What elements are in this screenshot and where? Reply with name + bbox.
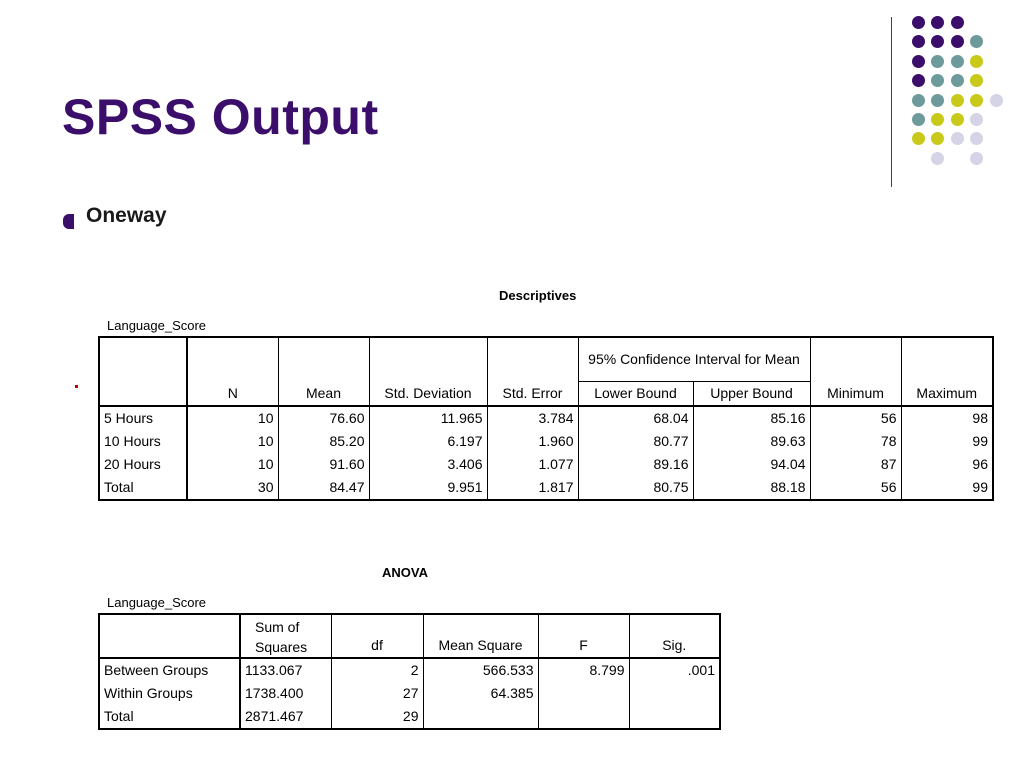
cell: 94.04: [693, 453, 810, 476]
col-header: Minimum: [810, 337, 901, 406]
bullet-icon: [63, 214, 74, 229]
cell: 10: [187, 430, 278, 453]
cell: 89.63: [693, 430, 810, 453]
cell: [423, 705, 538, 729]
descriptives-table: [98, 336, 994, 501]
decorative-dot: [951, 94, 964, 107]
table-row: [99, 476, 993, 500]
table-row: [99, 453, 993, 476]
table-row: [99, 658, 720, 682]
decorative-dot: [951, 55, 964, 68]
cell: 91.60: [278, 453, 369, 476]
decorative-dot: [931, 35, 944, 48]
cell: 9.951: [369, 476, 487, 500]
col-header: Std. Error: [487, 337, 578, 406]
cell: 88.18: [693, 476, 810, 500]
col-header: F: [538, 614, 629, 658]
col-header: Sum of Squares: [240, 614, 331, 658]
cell: 29: [331, 705, 423, 729]
decorative-dot: [912, 16, 925, 29]
decorative-dot: [931, 55, 944, 68]
col-header: N: [187, 337, 278, 406]
decorative-dot: [912, 35, 925, 48]
cell: [629, 682, 720, 705]
row-label: 20 Hours: [99, 453, 187, 476]
decorative-dot: [931, 16, 944, 29]
cell: 96: [972, 455, 988, 472]
cell: 80.77: [578, 430, 693, 453]
descriptives-title: Descriptives: [499, 288, 577, 303]
slide-title: SPSS Output: [62, 89, 379, 145]
col-header: Lower Bound: [578, 381, 693, 406]
anova-variable: Language_Score: [107, 595, 207, 610]
table-row: [99, 406, 993, 430]
cell: 27: [331, 682, 423, 705]
col-header: df: [331, 614, 423, 658]
row-label: Within Groups: [99, 682, 240, 705]
row-label: 10 Hours: [99, 430, 187, 453]
decorative-dot: [912, 74, 925, 87]
oneway-heading: Oneway: [86, 204, 167, 227]
cell: 1738.400: [240, 682, 331, 705]
cell: 84.47: [278, 476, 369, 500]
col-header: Std. Deviation: [369, 337, 487, 406]
col-header: Upper Bound: [693, 381, 810, 406]
decorative-dot: [951, 132, 964, 145]
cell: 2: [331, 658, 423, 682]
decorative-dot: [970, 94, 983, 107]
marker-dot: [75, 385, 78, 388]
decorative-dot: [931, 132, 944, 145]
decorative-dot: [931, 74, 944, 87]
ci-header: 95% Confidence Interval for Mean: [578, 337, 810, 381]
cell: 99: [972, 478, 988, 495]
cell: 87: [810, 453, 901, 476]
decorative-dot: [931, 152, 944, 165]
col-header: Maximum: [916, 384, 978, 401]
decorative-dot: [912, 55, 925, 68]
decorative-dot: [970, 152, 983, 165]
cell: .001: [687, 662, 715, 678]
cell: 2871.467: [240, 705, 331, 729]
cell: 56: [810, 406, 901, 430]
decorative-dot: [970, 74, 983, 87]
decorative-dot: [931, 94, 944, 107]
cell: 89.16: [578, 453, 693, 476]
cell: 1133.067: [240, 658, 331, 682]
cell: 566.533: [423, 658, 538, 682]
cell: [538, 705, 629, 729]
decorative-dot: [970, 35, 983, 48]
cell: 64.385: [423, 682, 538, 705]
cell: 1.960: [487, 430, 578, 453]
cell: 11.965: [369, 406, 487, 430]
decorative-dot: [970, 55, 983, 68]
cell: 10: [187, 406, 278, 430]
cell: 6.197: [369, 430, 487, 453]
cell: 8.799: [538, 658, 629, 682]
cell: 98: [972, 409, 988, 426]
divider-line: [891, 17, 892, 187]
decorative-dot: [951, 16, 964, 29]
row-label: Between Groups: [99, 658, 240, 682]
cell: 1.077: [487, 453, 578, 476]
corner-cell: [99, 614, 240, 658]
col-header: Sig.: [662, 637, 687, 653]
row-label: 5 Hours: [99, 406, 187, 430]
col-header: Mean: [278, 337, 369, 406]
row-label: Total: [99, 705, 240, 729]
decorative-dot: [912, 132, 925, 145]
cell: 85.16: [693, 406, 810, 430]
decorative-dot: [970, 113, 983, 126]
cell: 78: [810, 430, 901, 453]
anova-table: [98, 613, 721, 730]
cell: 56: [810, 476, 901, 500]
col-header: Mean Square: [423, 614, 538, 658]
row-label: Total: [99, 476, 187, 500]
cell: 68.04: [578, 406, 693, 430]
descriptives-variable: Language_Score: [107, 318, 207, 333]
cell: 76.60: [278, 406, 369, 430]
cell: [538, 682, 629, 705]
cell: 80.75: [578, 476, 693, 500]
decorative-dot: [951, 35, 964, 48]
anova-title: ANOVA: [382, 565, 428, 580]
cell: [629, 705, 720, 729]
cell: 1.817: [487, 476, 578, 500]
cell: 99: [972, 432, 988, 449]
decorative-dot: [951, 113, 964, 126]
decorative-dot: [912, 94, 925, 107]
cell: 30: [187, 476, 278, 500]
cell: 10: [187, 453, 278, 476]
cell: 3.406: [369, 453, 487, 476]
decorative-dot: [970, 132, 983, 145]
cell: 85.20: [278, 430, 369, 453]
decorative-dot: [912, 113, 925, 126]
table-row: [99, 705, 720, 729]
decorative-dot: [931, 113, 944, 126]
cell: 3.784: [487, 406, 578, 430]
table-row: [99, 682, 720, 705]
table-row: [99, 430, 993, 453]
decorative-dot: [951, 74, 964, 87]
decorative-dot: [990, 94, 1003, 107]
corner-cell: [99, 337, 187, 406]
